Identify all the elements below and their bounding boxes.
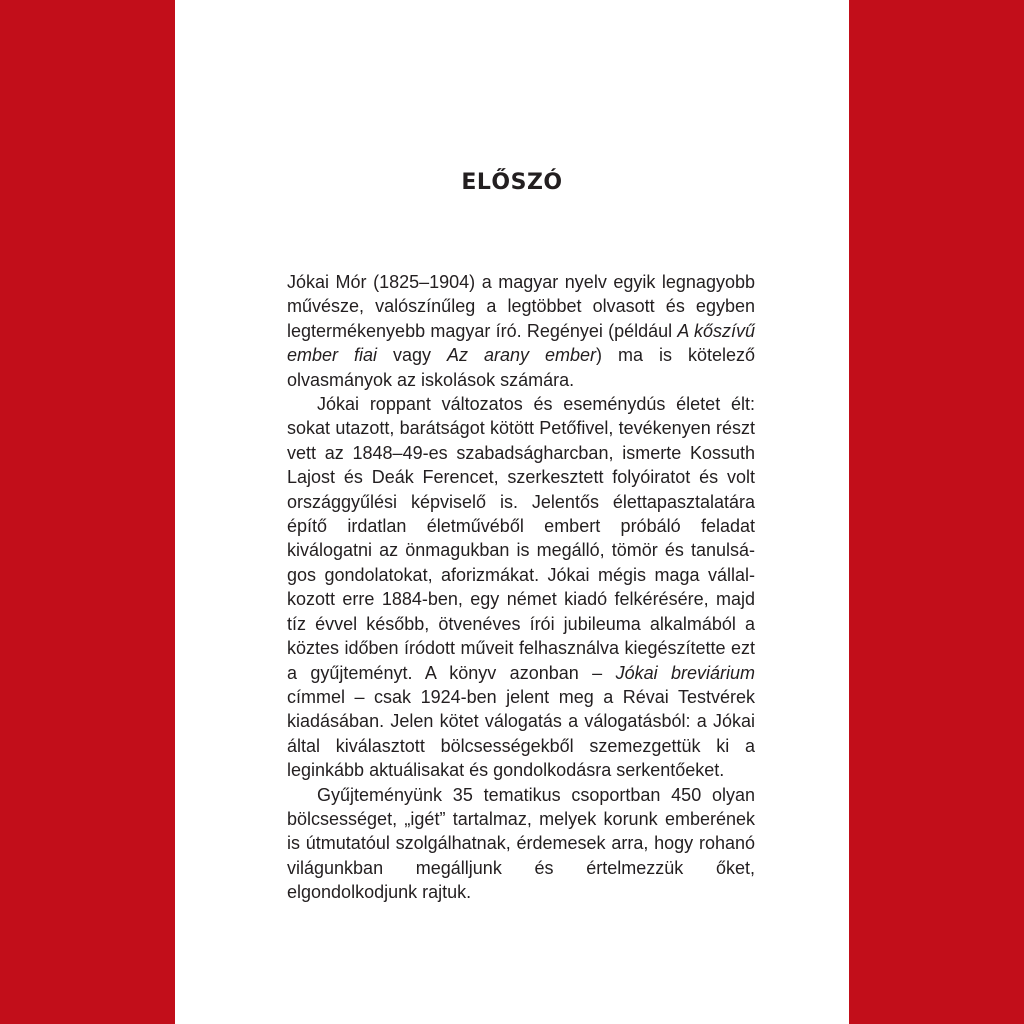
left-red-band (0, 0, 175, 1024)
book-title-breviarium: Jókai breviárium (615, 662, 756, 683)
right-red-band (849, 0, 1024, 1024)
page-title: ELŐSZÓ (461, 170, 563, 195)
paragraph-3: Gyűjteményünk 35 tematikus csoportban 450 olyan bölcsességet, „igét” tartalmaz, melyek korunk emberének is útmutatóul szolgálhatnak, érdemesek arra, hogy rohanó világunkban megálljunk és értelmezzük őket, elgondolkodjunk rajtuk. (287, 784, 755, 903)
book-page (175, 0, 849, 1024)
paragraph-1-text-a: Jókai Mór (1825–1904) a magyar nyelv egyik legnagyobb művésze, valószínűleg a legtöbbet olvasott és egyben legtermékenyebb magyar író. Regényei (például (287, 272, 755, 341)
paragraph-2-text-a: Jókai roppant változatos és eseménydús életet élt: sokat utazott, barátságot kötött Petőfivel, tevékenyen részt vett az 1848–49-es szabadságharcban, ismerte Kossuth Lajost és Deák Ferencet, szerkesztett folyóiratot és volt országgyűlési képviselő is. Jelentős élettapasztalatára építő irdatlan életművéből embert próbáló feladat kiválogatni az önmagukban is megálló, tömör és tanulságos gondolatokat, aforizmákat. Jókai mégis maga vállalkozott erre 1884-ben, egy német kiadó felkérésére, majd tíz évvel később, ötvenéves írói jubileuma alkalmából a köztes időben íródott műveit felhasználva kiegészítette ezt a gyűjteményt. A könyv azonban – (287, 394, 755, 683)
paragraph-2-text-b: címmel – csak 1924-ben jelent meg a Révai Testvérek kiadásában. Jelen kötet válogatás a válogatásból: a Jókai által kiválasztott bölcsességekből szemezgettük ki a leginkább aktuálisakat és gondolkodásra serkentőeket. (287, 686, 755, 781)
paragraph-2 (287, 392, 755, 783)
book-title-koszivu: A kőszívű ember fiai (287, 320, 755, 366)
paragraph-1 (287, 270, 755, 392)
paragraph-1-text-b: vagy (377, 345, 447, 366)
body-text (287, 270, 755, 905)
book-title-arany-ember: Az arany ember (447, 345, 597, 366)
paragraph-1-text-c: ) ma is kötelező olvasmányok az iskolások számára. (287, 345, 755, 390)
